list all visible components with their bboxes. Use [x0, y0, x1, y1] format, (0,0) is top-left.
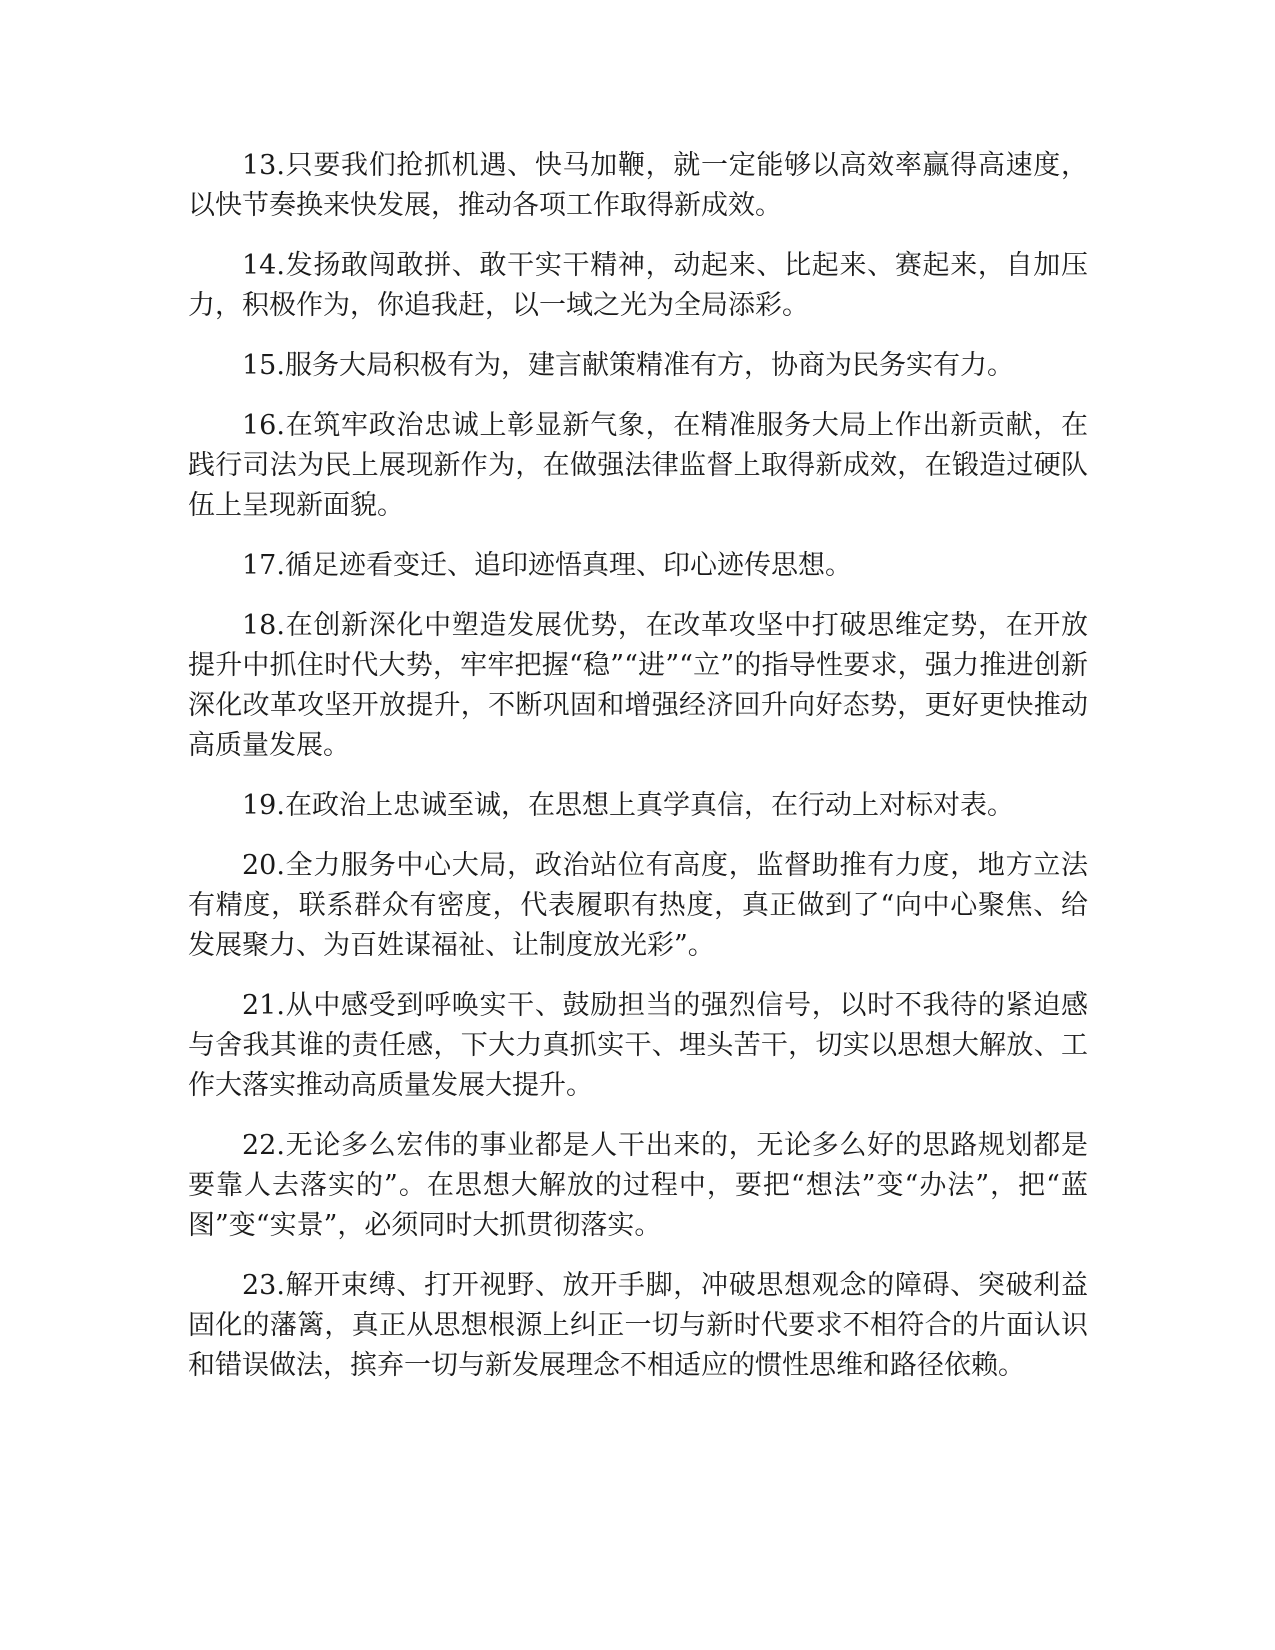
document-body [188, 146, 1088, 1406]
paragraph-17: 17.循足迹看变迁、追印迹悟真理、印心迹传思想。 [242, 550, 852, 581]
paragraph-13: 13.只要我们抢抓机遇、快马加鞭，就一定能够以高效率赢得高速度，以快节奏换来快发展，推动各项工作取得新成效。 [188, 150, 1088, 221]
paragraph-15: 15.服务大局积极有为，建言献策精准有方，协商为民务实有力。 [242, 350, 1014, 381]
paragraph-20: 20.全力服务中心大局，政治站位有高度，监督助推有力度，地方立法有精度，联系群众有密度，代表履职有热度，真正做到了“向中心聚焦、给发展聚力、为百姓谋福祉、让制度放光彩”。 [188, 850, 1088, 961]
paragraph-22: 22.无论多么宏伟的事业都是人干出来的，无论多么好的思路规划都是要靠人去落实的”。在思想大解放的过程中，要把“想法”变“办法”，把“蓝图”变“实景”，必须同时大抓贯彻落实。 [188, 1130, 1088, 1241]
paragraph-18: 18.在创新深化中塑造发展优势，在改革攻坚中打破思维定势，在开放提升中抓住时代大势，牢牢把握“稳”“进”“立”的指导性要求，强力推进创新深化改革攻坚开放提升，不断巩固和增强经济回升向好态势，更好更快推动高质量发展。 [188, 610, 1088, 761]
paragraph-19: 19.在政治上忠诚至诚，在思想上真学真信，在行动上对标对表。 [242, 790, 1014, 821]
paragraph-21: 21.从中感受到呼唤实干、鼓励担当的强烈信号，以时不我待的紧迫感与舍我其谁的责任感，下大力真抓实干、埋头苦干，切实以思想大解放、工作大落实推动高质量发展大提升。 [188, 990, 1088, 1101]
paragraph-16: 16.在筑牢政治忠诚上彰显新气象，在精准服务大局上作出新贡献，在践行司法为民上展现新作为，在做强法律监督上取得新成效，在锻造过硬队伍上呈现新面貌。 [188, 410, 1088, 521]
paragraph-23: 23.解开束缚、打开视野、放开手脚，冲破思想观念的障碍、突破利益固化的藩篱，真正从思想根源上纠正一切与新时代要求不相符合的片面认识和错误做法，摈弃一切与新发展理念不相适应的惯性思维和路径依赖。 [188, 1270, 1088, 1381]
paragraph-14: 14.发扬敢闯敢拼、敢干实干精神，动起来、比起来、赛起来，自加压力，积极作为，你追我赶，以一域之光为全局添彩。 [188, 250, 1088, 321]
